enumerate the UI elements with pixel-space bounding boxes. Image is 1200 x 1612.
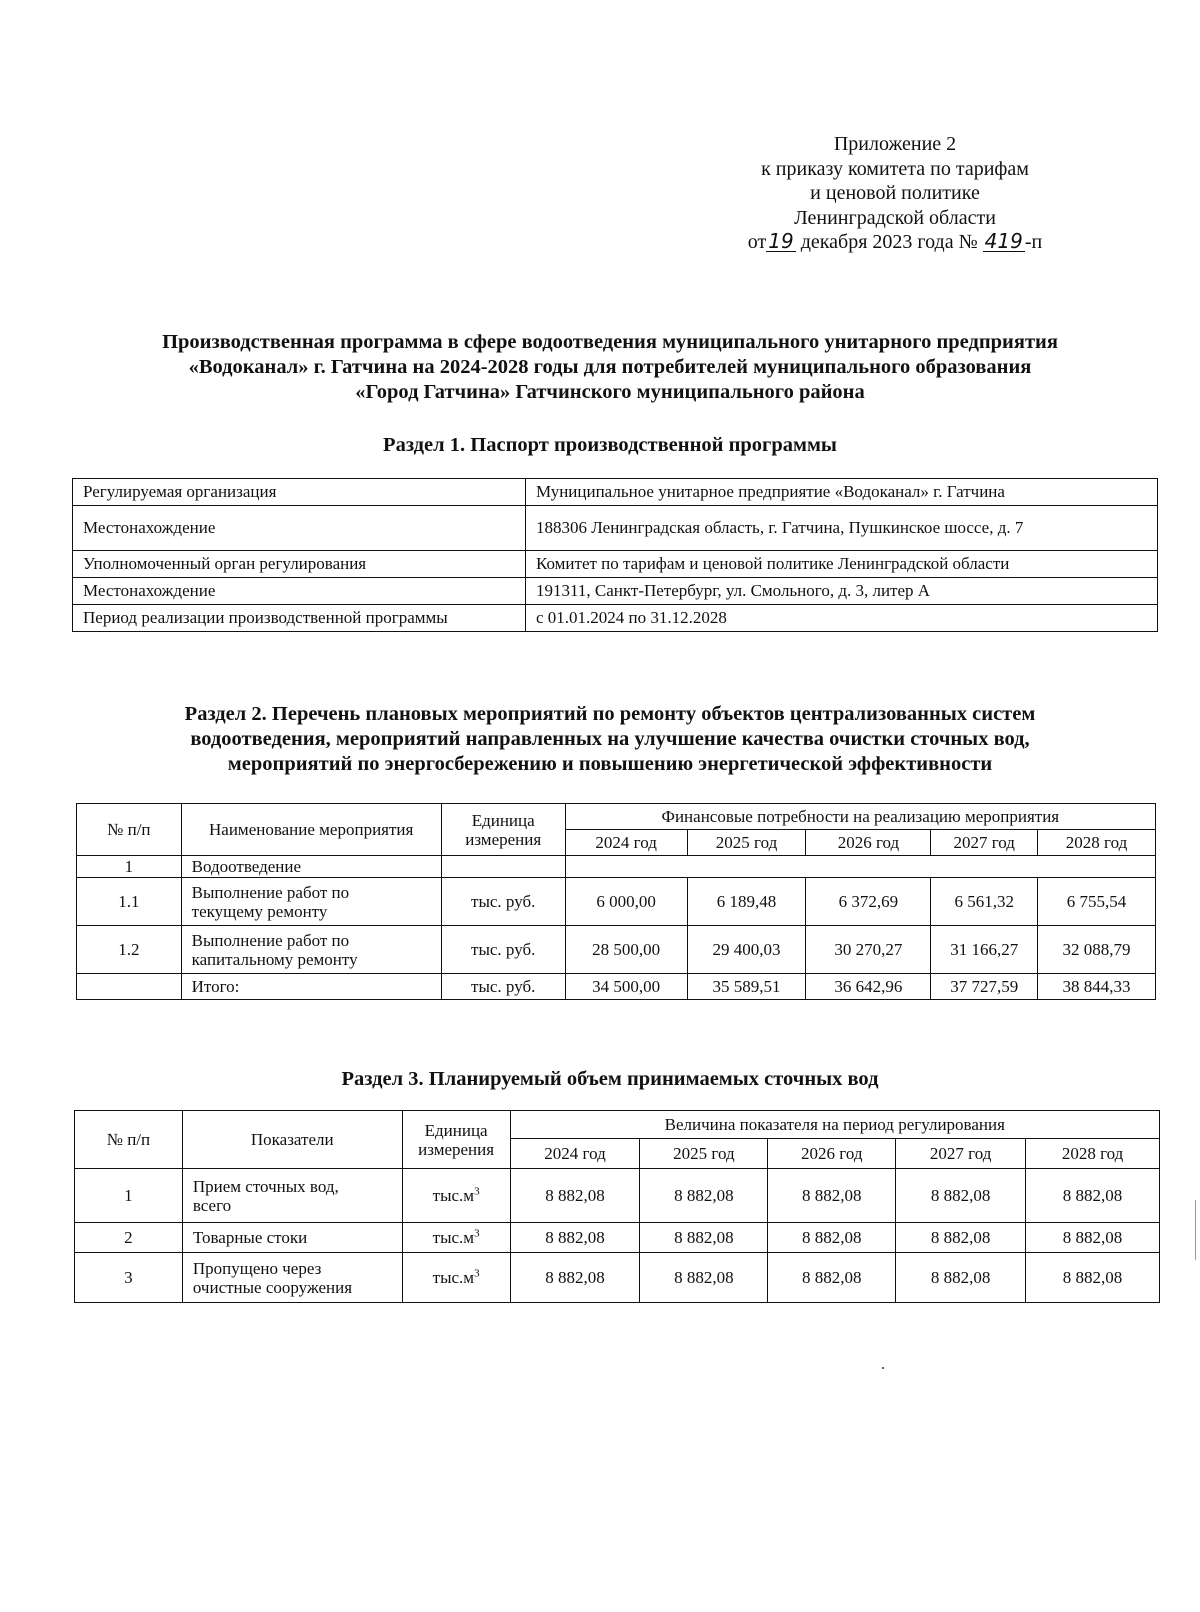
cell-value: 8 882,08: [1026, 1223, 1160, 1253]
section-2-title-line-3: мероприятий по энергосбережению и повышению энергетической эффективности: [227, 753, 993, 775]
passport-key: Период реализации производственной программы: [73, 605, 526, 632]
passport-value: 191311, Санкт-Петербург, ул. Смольного, д. 3, литер А: [526, 578, 1158, 605]
header-num: № п/п: [75, 1111, 183, 1169]
row-num: 1: [77, 856, 182, 878]
header-unit-line-2: измерения: [465, 829, 542, 849]
section-3-title: Раздел 3. Планируемый объем принимаемых сточных вод: [341, 1068, 879, 1090]
section-1-title: Раздел 1. Паспорт производственной программы: [383, 434, 837, 456]
cell-value: 8 882,08: [640, 1253, 768, 1303]
cell-value: 6 755,54: [1038, 878, 1156, 926]
header-num: № п/п: [77, 804, 182, 856]
row-name-line-1: Выполнение работ по: [191, 882, 350, 902]
passport-key: Местонахождение: [73, 578, 526, 605]
handwritten-order-number: 419: [984, 229, 1023, 253]
row-name-line-2: текущему ремонту: [191, 901, 328, 921]
header-name: Наименование мероприятия: [181, 804, 441, 856]
total-value: 37 727,59: [931, 974, 1038, 1000]
unit-base: тыс.м: [432, 1228, 475, 1247]
row-num: 1: [75, 1169, 183, 1223]
header-year: 2026 год: [768, 1139, 896, 1169]
table-row: [73, 605, 1158, 632]
cell-value: 6 561,32: [931, 878, 1038, 926]
row-name: [181, 926, 441, 974]
header-unit-line-2: измерения: [418, 1139, 495, 1159]
row-name: Водоотведение: [181, 856, 441, 878]
unit-base: тыс.м: [432, 1186, 475, 1205]
row-empty: [565, 856, 1155, 878]
cell-value: 8 882,08: [1026, 1253, 1160, 1303]
cell-value: 8 882,08: [896, 1223, 1026, 1253]
appendix-date-line: [725, 230, 1065, 255]
row-name: [181, 878, 441, 926]
cell-value: 6 372,69: [806, 878, 931, 926]
appendix-header: [725, 132, 1065, 255]
header-year: 2025 год: [640, 1139, 768, 1169]
scan-speck: [882, 1367, 884, 1369]
section-2-title-line-1: Раздел 2. Перечень плановых мероприятий по ремонту объектов централизованных систем: [184, 703, 1036, 725]
table-row: [77, 856, 1156, 878]
cell-value: 8 882,08: [896, 1253, 1026, 1303]
appendix-line-1: Приложение 2: [833, 133, 957, 155]
row-unit: [441, 856, 565, 878]
passport-value: 188306 Ленинградская область, г. Гатчина, Пушкинское шоссе, д. 7: [526, 506, 1158, 551]
total-value: 35 589,51: [687, 974, 806, 1000]
row-name-line-2: всего: [192, 1195, 232, 1215]
total-value: 36 642,96: [806, 974, 931, 1000]
header-year: 2024 год: [510, 1139, 640, 1169]
row-name-line-2: очистные сооружения: [192, 1277, 353, 1297]
row-unit: [402, 1253, 510, 1303]
passport-key: Местонахождение: [73, 506, 526, 551]
table-header-row: [75, 1111, 1160, 1139]
date-prefix: от: [747, 231, 767, 253]
document-title: [80, 330, 1140, 405]
row-name-line-1: Выполнение работ по: [191, 930, 350, 950]
table-row: [75, 1253, 1160, 1303]
date-rest: декабря 2023 года №: [800, 231, 978, 253]
header-year: 2025 год: [687, 830, 806, 856]
table-row: [75, 1169, 1160, 1223]
cell-value: 28 500,00: [565, 926, 687, 974]
header-indicator-group: Величина показателя на период регулирования: [510, 1111, 1159, 1139]
passport-table: [72, 478, 1158, 632]
row-name-line-1: Прием сточных вод,: [192, 1176, 339, 1196]
header-name: Показатели: [182, 1111, 402, 1169]
cell-value: 30 270,27: [806, 926, 931, 974]
total-label: Итого:: [181, 974, 441, 1000]
cell-value: 31 166,27: [931, 926, 1038, 974]
appendix-line-4: Ленинградской области: [794, 206, 996, 229]
header-year: 2027 год: [896, 1139, 1026, 1169]
row-unit: [402, 1169, 510, 1223]
header-year: 2027 год: [931, 830, 1038, 856]
unit-exponent: 3: [474, 1267, 480, 1280]
passport-value: Комитет по тарифам и ценовой политике Ленинградской области: [526, 551, 1158, 578]
passport-key: Уполномоченный орган регулирования: [73, 551, 526, 578]
header-unit: [441, 804, 565, 856]
cell-value: 8 882,08: [768, 1223, 896, 1253]
row-name-line-1: Пропущено через: [192, 1258, 322, 1278]
header-year: 2028 год: [1026, 1139, 1160, 1169]
unit-exponent: 3: [474, 1185, 480, 1198]
header-year: 2028 год: [1038, 830, 1156, 856]
row-num: 2: [75, 1223, 183, 1253]
header-year: 2026 год: [806, 830, 931, 856]
table-row: [77, 878, 1156, 926]
title-line-1: Производственная программа в сфере водоотведения муниципального унитарного предприятия: [162, 331, 1058, 353]
handwritten-day: 19: [768, 229, 794, 253]
row-num: 3: [75, 1253, 183, 1303]
row-name-line-2: капитальному ремонту: [191, 949, 358, 969]
table-row: [73, 479, 1158, 506]
row-unit: тыс. руб.: [441, 878, 565, 926]
volume-table: [74, 1110, 1160, 1303]
cell-value: 8 882,08: [896, 1169, 1026, 1223]
cell-value: 8 882,08: [640, 1223, 768, 1253]
table-total-row: [77, 974, 1156, 1000]
row-unit: [402, 1223, 510, 1253]
table-row: [73, 578, 1158, 605]
passport-key: Регулируемая организация: [73, 479, 526, 506]
row-num: 1.2: [77, 926, 182, 974]
appendix-line-2: к приказу комитета по тарифам: [761, 157, 1029, 180]
header-year: 2024 год: [565, 830, 687, 856]
table-row: [73, 506, 1158, 551]
total-value: 38 844,33: [1038, 974, 1156, 1000]
cell-value: 8 882,08: [1026, 1169, 1160, 1223]
row-num: 1.1: [77, 878, 182, 926]
section-2-title: [80, 702, 1140, 777]
row-unit: тыс. руб.: [441, 926, 565, 974]
header-unit: [402, 1111, 510, 1169]
unit-base: тыс.м: [432, 1268, 475, 1287]
passport-value: Муниципальное унитарное предприятие «Водоканал» г. Гатчина: [526, 479, 1158, 506]
cell-value: 8 882,08: [510, 1169, 640, 1223]
row-num: [77, 974, 182, 1000]
title-line-2: «Водоканал» г. Гатчина на 2024-2028 годы для потребителей муниципального образования: [188, 356, 1032, 378]
cell-value: 6 000,00: [565, 878, 687, 926]
appendix-line-3: и ценовой политике: [810, 182, 980, 204]
cell-value: 8 882,08: [768, 1253, 896, 1303]
table-row: [77, 926, 1156, 974]
unit-exponent: 3: [474, 1227, 480, 1240]
row-name: Товарные стоки: [182, 1223, 402, 1253]
cell-value: 32 088,79: [1038, 926, 1156, 974]
row-name: [182, 1253, 402, 1303]
cell-value: 6 189,48: [687, 878, 806, 926]
row-name: [182, 1169, 402, 1223]
cell-value: 8 882,08: [510, 1253, 640, 1303]
scan-edge-mark: [1195, 1200, 1196, 1260]
cell-value: 8 882,08: [510, 1223, 640, 1253]
measures-table: [76, 803, 1156, 1000]
title-line-3: «Город Гатчина» Гатчинского муниципального района: [355, 381, 865, 403]
total-value: 34 500,00: [565, 974, 687, 1000]
table-row: [73, 551, 1158, 578]
header-unit-line-1: Единица: [424, 1120, 488, 1140]
section-2-title-line-2: водоотведения, мероприятий направленных на улучшение качества очистки сточных вод,: [190, 728, 1030, 750]
order-suffix: -п: [1024, 231, 1043, 253]
header-financial-group: Финансовые потребности на реализацию мероприятия: [565, 804, 1155, 830]
cell-value: 8 882,08: [768, 1169, 896, 1223]
cell-value: 29 400,03: [687, 926, 806, 974]
cell-value: 8 882,08: [640, 1169, 768, 1223]
table-header-row: [77, 804, 1156, 830]
row-unit: тыс. руб.: [441, 974, 565, 1000]
header-unit-line-1: Единица: [471, 810, 535, 830]
passport-value: с 01.01.2024 по 31.12.2028: [526, 605, 1158, 632]
table-row: [75, 1223, 1160, 1253]
